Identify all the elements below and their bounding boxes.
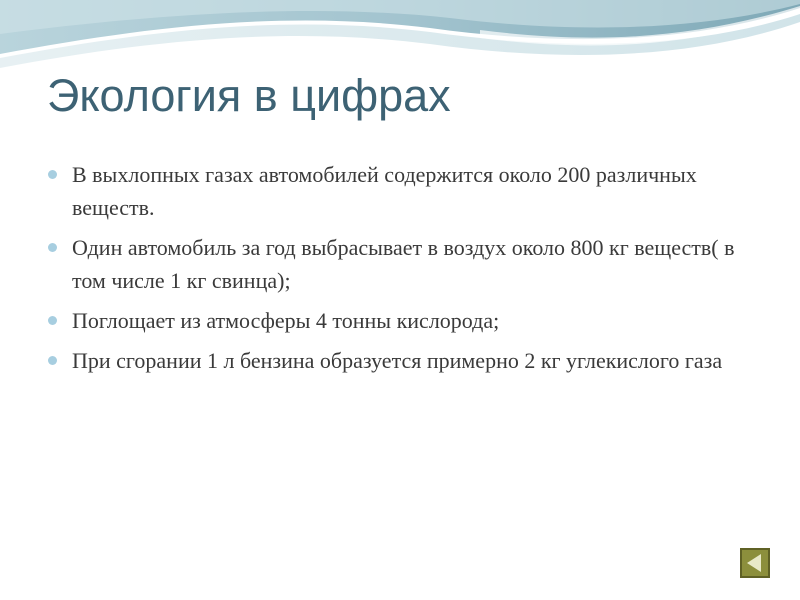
bullet-item [48, 304, 748, 337]
bullet-dot-icon [48, 356, 57, 365]
back-arrow-icon [747, 554, 761, 572]
slide-title: Экология в цифрах [47, 70, 451, 121]
bullet-dot-icon [48, 170, 57, 179]
bullet-text: В выхлопных газах автомобилей содержится около 200 различных веществ. [72, 162, 697, 220]
bullet-text: При сгорании 1 л бензина образуется примерно 2 кг углекислого газа [72, 348, 723, 373]
bullet-dot-icon [48, 243, 57, 252]
bullet-item [48, 231, 748, 297]
bullet-item [48, 158, 748, 224]
bullet-text: Один автомобиль за год выбрасывает в воздух около 800 кг веществ( в том числе 1 кг свинца); [72, 235, 735, 293]
bullet-list [48, 158, 748, 384]
back-button[interactable] [740, 548, 770, 578]
bullet-dot-icon [48, 316, 57, 325]
bullet-item [48, 344, 748, 377]
bullet-text: Поглощает из атмосферы 4 тонны кислорода; [72, 308, 500, 333]
